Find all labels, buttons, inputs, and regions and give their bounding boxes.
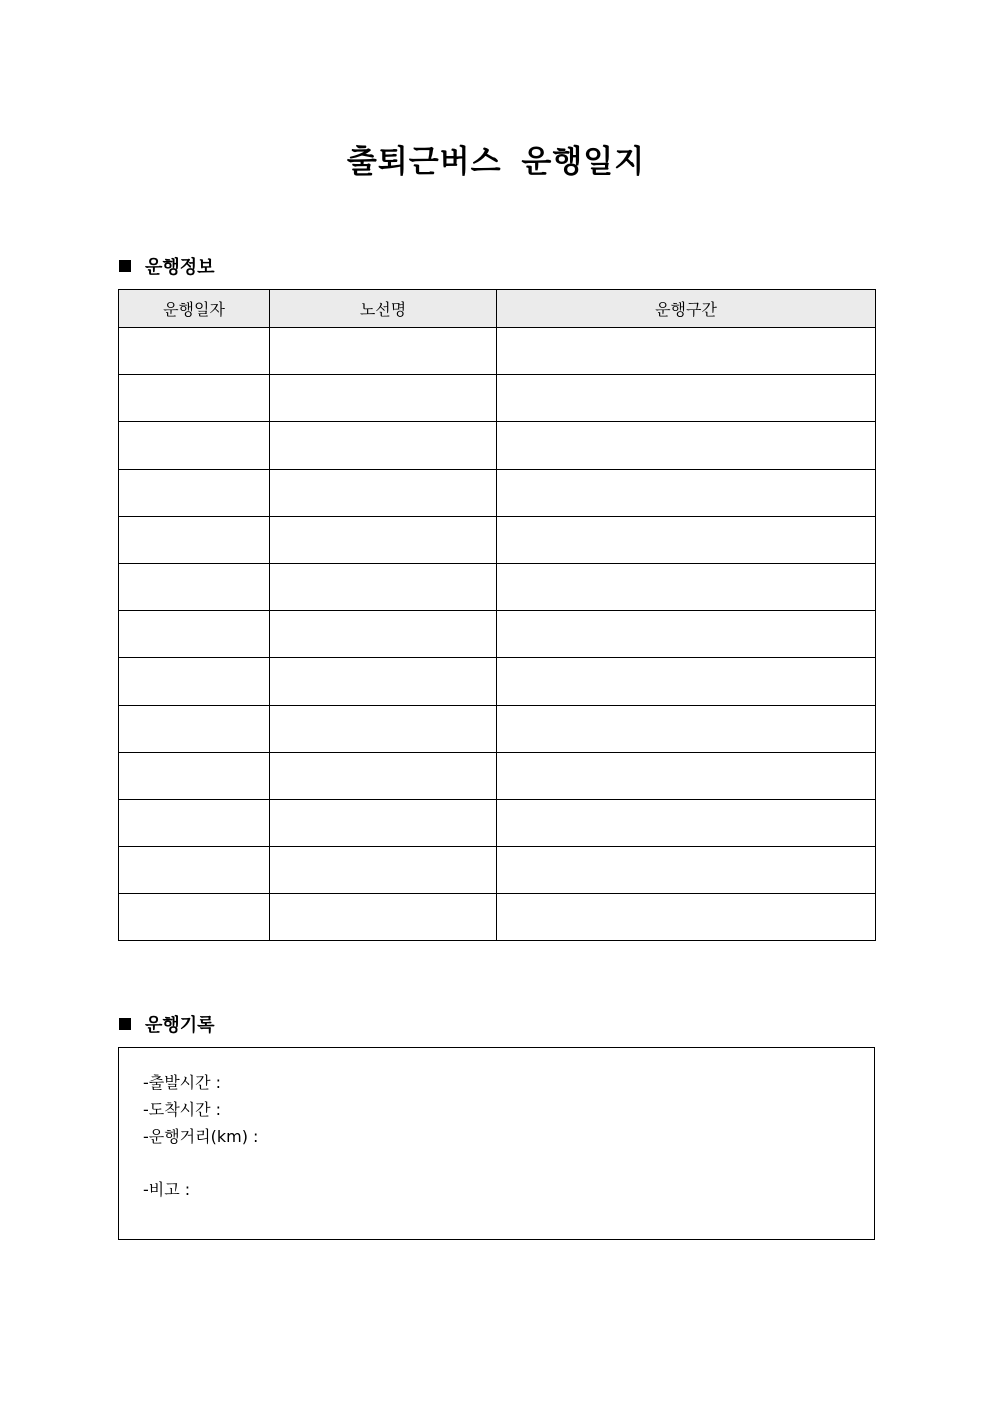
header-date: 운행일자 — [119, 290, 270, 328]
section-cell[interactable] — [497, 516, 876, 563]
section-cell[interactable] — [497, 611, 876, 658]
date-cell[interactable] — [119, 563, 270, 610]
date-cell[interactable] — [119, 847, 270, 894]
section-cell[interactable] — [497, 328, 876, 375]
date-cell[interactable] — [119, 469, 270, 516]
section-cell[interactable] — [497, 658, 876, 705]
table-row — [119, 375, 876, 422]
page-title: 출퇴근버스 운행일지 — [346, 144, 646, 180]
square-bullet-icon — [119, 1018, 131, 1030]
section-label: 운행기록 — [145, 1015, 215, 1036]
table-row — [119, 799, 876, 846]
distance-field[interactable]: -운행거리(km) : — [143, 1127, 259, 1146]
table-row — [119, 328, 876, 375]
section-heading-record — [119, 1011, 215, 1037]
section-cell[interactable] — [497, 847, 876, 894]
departure-time-field[interactable]: -출발시간 : — [143, 1073, 222, 1092]
header-route: 노선명 — [270, 290, 497, 328]
table-row — [119, 422, 876, 469]
table-row — [119, 516, 876, 563]
route-cell[interactable] — [270, 563, 497, 610]
table-row — [119, 705, 876, 752]
table-row — [119, 847, 876, 894]
section-heading-info — [119, 253, 215, 279]
header-section: 운행구간 — [497, 290, 876, 328]
table-header-row — [119, 290, 876, 328]
route-cell[interactable] — [270, 469, 497, 516]
route-cell[interactable] — [270, 375, 497, 422]
route-cell[interactable] — [270, 799, 497, 846]
date-cell[interactable] — [119, 375, 270, 422]
route-cell[interactable] — [270, 611, 497, 658]
route-cell[interactable] — [270, 328, 497, 375]
date-cell[interactable] — [119, 516, 270, 563]
date-cell[interactable] — [119, 328, 270, 375]
table-row — [119, 894, 876, 941]
date-cell[interactable] — [119, 611, 270, 658]
date-cell[interactable] — [119, 752, 270, 799]
section-cell[interactable] — [497, 422, 876, 469]
table-row — [119, 563, 876, 610]
section-cell[interactable] — [497, 563, 876, 610]
operation-info-table — [118, 289, 876, 941]
section-cell[interactable] — [497, 752, 876, 799]
route-cell[interactable] — [270, 752, 497, 799]
square-bullet-icon — [119, 260, 131, 272]
route-cell[interactable] — [270, 516, 497, 563]
route-cell[interactable] — [270, 894, 497, 941]
section-cell[interactable] — [497, 799, 876, 846]
table-row — [119, 658, 876, 705]
date-cell[interactable] — [119, 658, 270, 705]
date-cell[interactable] — [119, 705, 270, 752]
table-row — [119, 469, 876, 516]
section-cell[interactable] — [497, 894, 876, 941]
date-cell[interactable] — [119, 422, 270, 469]
route-cell[interactable] — [270, 658, 497, 705]
route-cell[interactable] — [270, 422, 497, 469]
route-cell[interactable] — [270, 705, 497, 752]
section-cell[interactable] — [497, 469, 876, 516]
route-cell[interactable] — [270, 847, 497, 894]
date-cell[interactable] — [119, 799, 270, 846]
remarks-field[interactable]: -비고 : — [143, 1180, 191, 1199]
section-label: 운행정보 — [145, 257, 215, 278]
arrival-time-field[interactable]: -도착시간 : — [143, 1100, 222, 1119]
operation-record-box — [118, 1047, 875, 1240]
section-cell[interactable] — [497, 705, 876, 752]
table-row — [119, 752, 876, 799]
date-cell[interactable] — [119, 894, 270, 941]
table-row — [119, 611, 876, 658]
section-cell[interactable] — [497, 375, 876, 422]
